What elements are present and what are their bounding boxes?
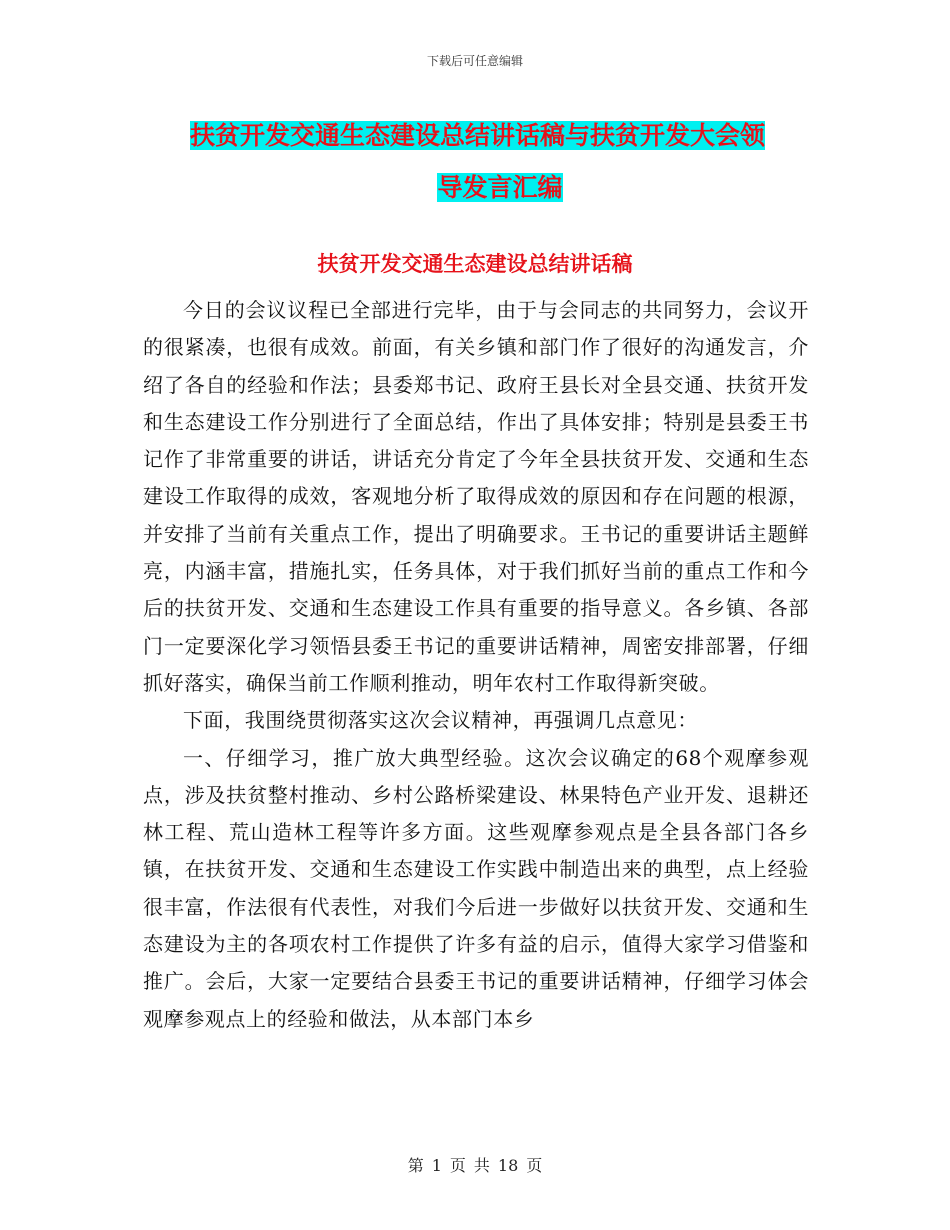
footer-page-word: 页 (449, 1156, 466, 1175)
footer-total-word: 共 (473, 1156, 490, 1175)
section-title: 扶贫开发交通生态建设总结讲话稿 (317, 252, 633, 276)
body-text (143, 292, 809, 1038)
total-pages: 18 (497, 1156, 519, 1175)
page-footer (0, 1153, 950, 1176)
paragraph: 一、仔细学习，推广放大典型经验。这次会议确定的68个观摩参观点，涉及扶贫整村推动、乡村公路桥梁建设、林果特色产业开发、退耕还林工程、荒山造林工程等许多方面。这些观摩参观点是全县各部门各乡镇，在扶贫开发、交通和生态建设工作实践中制造出来的典型，点上经验很丰富，作法很有代表性，对我们今后进一步做好以扶贫开发、交通和生态建设为主的各项农村工作提供了许多有益的启示，值得大家学习借鉴和推广。会后，大家一定要结合县委王书记的重要讲话精神，仔细学习体会观摩参观点上的经验和做法，从本部门本乡 (143, 745, 809, 1031)
title-line-1: 扶贫开发交通生态建设总结讲话稿与扶贫开发大会领 (190, 121, 766, 150)
paragraph: 今日的会议议程已全部进行完毕，由于与会同志的共同努力，会议开的很紧凑，也很有成效。前面，有关乡镇和部门作了很好的沟通发言，介绍了各自的经验和作法；县委郑书记、政府王县长对全县交通、扶贫开发和生态建设工作分别进行了全面总结，作出了具体安排；特别是县委王书记作了非常重要的讲话，讲话充分肯定了今年全县扶贫开发、交通和生态建设工作取得的成效，客观地分析了取得成效的原因和存在问题的根源，并安排了当前有关重点工作，提出了明确要求。王书记的重要讲话主题鲜亮，内涵丰富，措施扎实，任务具体，对于我们抓好当前的重点工作和今后的扶贫开发、交通和生态建设工作具有重要的指导意义。各乡镇、各部门一定要深化学习领悟县委王书记的重要讲话精神，周密安排部署，仔细抓好落实，确保当前工作顺利推动，明年农村工作取得新突破。 (143, 298, 809, 695)
document-title (190, 110, 810, 214)
title-line-2: 导发言汇编 (437, 173, 563, 202)
footer-suffix: 页 (526, 1156, 543, 1175)
header-note: 下载后可任意编辑 (426, 54, 523, 68)
page-number: 1 (431, 1156, 442, 1175)
paragraph: 下面，我围绕贯彻落实这次会议精神，再强调几点意见： (183, 708, 698, 733)
footer-prefix: 第 (407, 1156, 424, 1175)
